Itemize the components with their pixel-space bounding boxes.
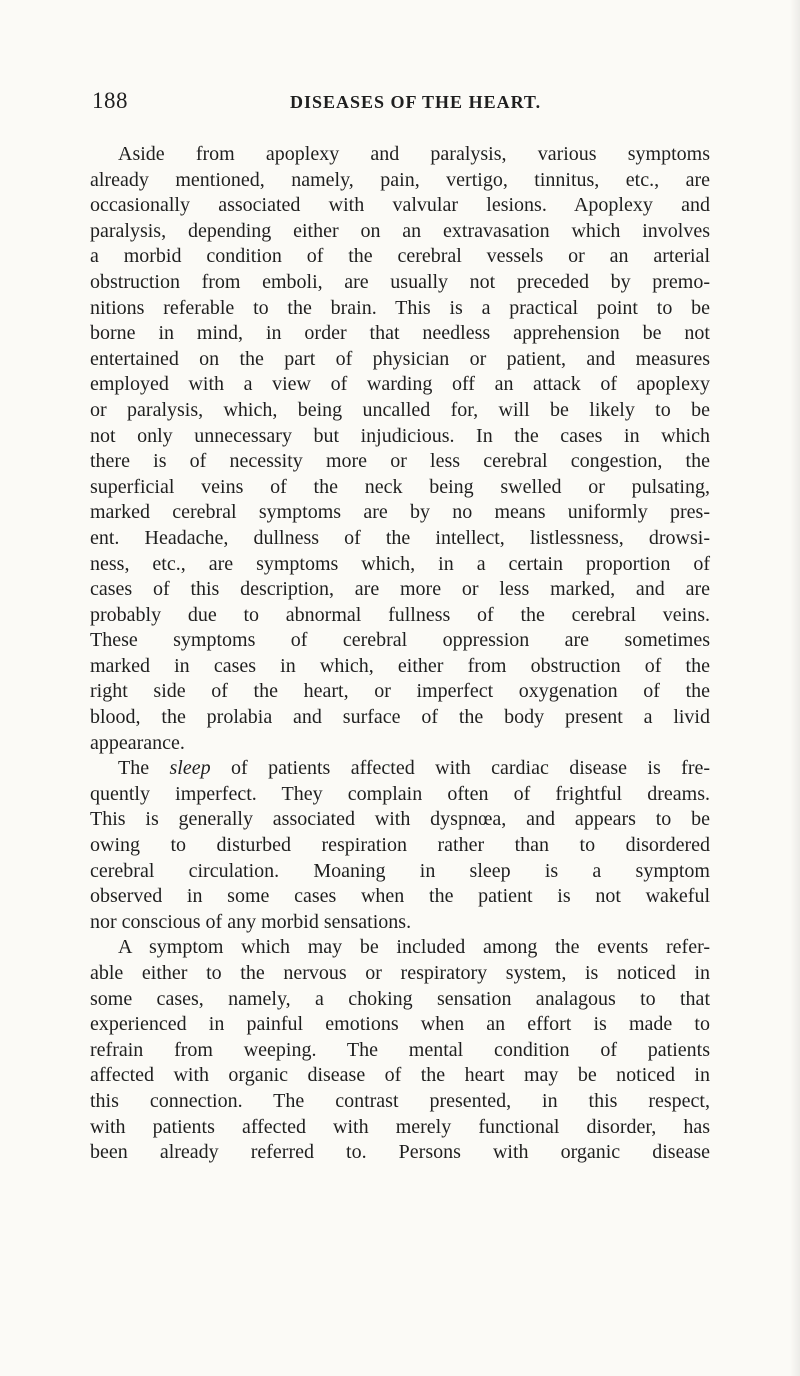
text-line: experienced in painful emotions when an effort is made to [90, 1013, 710, 1036]
text-line: owing to disturbed respiration rather than to disordered [90, 834, 710, 857]
text-line: a morbid condition of the cerebral vessels or an arterial [90, 245, 710, 268]
text-line: borne in mind, in order that needless apprehension be not [90, 322, 710, 345]
page-number: 188 [92, 88, 128, 113]
text-line: been already referred to. Persons with organic disease [90, 1141, 710, 1164]
text-line: nor conscious of any morbid sensations. [90, 910, 412, 933]
text-line: ness, etc., are symptoms which, in a certain proportion of [90, 552, 710, 575]
text-line [90, 756, 710, 782]
text-line: probably due to abnormal fullness of the cerebral veins. [90, 603, 710, 626]
text-line: nitions referable to the brain. This is a practical point to be [90, 296, 710, 319]
page-header [92, 88, 706, 114]
text-line: not only unnecessary but injudicious. In the cases in which [90, 424, 710, 447]
text-line: right side of the heart, or imperfect oxygenation of the [90, 680, 710, 703]
running-title: DISEASES OF THE HEART. [290, 92, 542, 112]
text-line: there is of necessity more or less cerebral congestion, the [90, 450, 710, 473]
text-line: cerebral circulation. Moaning in sleep is a symptom [90, 859, 710, 882]
text-line: ent. Headache, dullness of the intellect, listlessness, drowsi- [90, 526, 710, 549]
text-line: this connection. The contrast presented, in this respect, [90, 1089, 710, 1112]
text-run: of patients affected with cardiac disease is fre- [210, 757, 711, 780]
text-line: This is generally associated with dyspnœa, and appears to be [90, 808, 710, 831]
text-line: appearance. [90, 731, 185, 754]
text-line: refrain from weeping. The mental condition of patients [90, 1038, 710, 1061]
text-line: cases of this description, are more or less marked, and are [90, 578, 710, 601]
text-line: with patients affected with merely functional disorder, has [90, 1115, 710, 1138]
text-line: obstruction from emboli, are usually not preceded by premo- [90, 270, 710, 293]
text-line: quently imperfect. They complain often of frightful dreams. [90, 782, 710, 805]
text-line: Aside from apoplexy and paralysis, various symptoms [118, 143, 710, 165]
text-line: superficial veins of the neck being swelled or pulsating, [90, 475, 710, 498]
text-line: affected with organic disease of the heart may be noticed in [90, 1064, 710, 1087]
text-line: or paralysis, which, being uncalled for, will be likely to be [90, 398, 710, 421]
text-line: observed in some cases when the patient is not wakeful [90, 885, 710, 908]
text-line: blood, the prolabia and surface of the body present a livid [90, 706, 710, 729]
text-line: marked in cases in which, either from obstruction of the [90, 654, 710, 677]
text-run: The [118, 757, 170, 780]
text-line: some cases, namely, a choking sensation analagous to that [90, 987, 710, 1010]
text-line: employed with a view of warding off an attack of apoplexy [90, 373, 710, 396]
text-line: entertained on the part of physician or patient, and measures [90, 347, 710, 370]
text-line: occasionally associated with valvular lesions. Apoplexy and [90, 194, 710, 217]
page-edge-shadow [790, 0, 800, 1376]
text-line: paralysis, depending either on an extravasation which involves [90, 219, 710, 242]
text-line: A symptom which may be included among the events refer- [118, 936, 710, 959]
body-text [90, 142, 710, 1166]
text-line: able either to the nervous or respiratory system, is noticed in [90, 962, 710, 984]
text-line: already mentioned, namely, pain, vertigo, tinnitus, etc., are [90, 168, 710, 191]
emphasis-sleep: sleep [169, 757, 211, 780]
text-line: marked cerebral symptoms are by no means uniformly pres- [90, 501, 710, 524]
text-line: These symptoms of cerebral oppression are sometimes [90, 629, 710, 652]
